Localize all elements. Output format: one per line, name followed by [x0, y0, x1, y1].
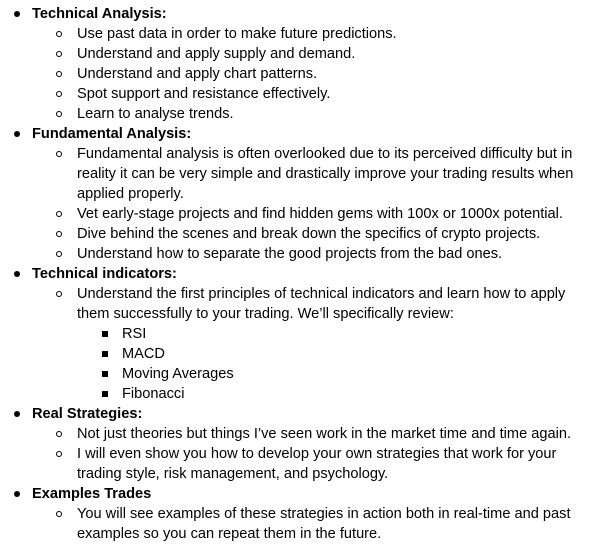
section-heading: Examples Trades — [32, 486, 152, 502]
section-bullet-icon — [7, 4, 27, 24]
list-bullet-icon — [49, 444, 69, 464]
list-bullet-icon — [49, 204, 69, 224]
sublist-bullet-icon — [95, 364, 115, 384]
list-item: Dive behind the scenes and break down the specifics of crypto projects. — [77, 226, 541, 242]
list-bullet-icon — [49, 244, 69, 264]
sublist-item: Fibonacci — [122, 386, 185, 402]
list-item: Understand and apply supply and demand. — [77, 46, 356, 62]
sublist-item: Moving Averages — [122, 366, 234, 382]
list-bullet-icon — [49, 64, 69, 84]
list-item-line: applied properly. — [77, 186, 184, 202]
sublist-item: RSI — [122, 326, 147, 342]
list-bullet-icon — [49, 504, 69, 524]
list-item-line: Fundamental analysis is often overlooked due to its perceived difficulty but in — [77, 146, 573, 162]
list-item-line: trading style, risk management, and psychology. — [77, 466, 389, 482]
section-heading: Technical Analysis: — [32, 6, 167, 22]
section-heading: Technical indicators: — [32, 266, 177, 282]
list-item-line: them successfully to your trading. We’ll specifically review: — [77, 306, 454, 322]
list-item: Vet early-stage projects and find hidden gems with 100x or 1000x potential. — [77, 206, 563, 222]
section-heading: Fundamental Analysis: — [32, 126, 192, 142]
sublist-item: MACD — [122, 346, 165, 362]
list-item: Learn to analyse trends. — [77, 106, 234, 122]
list-item-line: examples so you can repeat them in the future. — [77, 526, 382, 542]
section-heading: Real Strategies: — [32, 406, 143, 422]
list-bullet-icon — [49, 284, 69, 304]
list-bullet-icon — [49, 424, 69, 444]
list-item-line: Understand the first principles of technical indicators and learn how to apply — [77, 286, 566, 302]
list-bullet-icon — [49, 104, 69, 124]
list-item: Use past data in order to make future predictions. — [77, 26, 397, 42]
section-bullet-icon — [7, 484, 27, 504]
list-bullet-icon — [49, 24, 69, 44]
section-bullet-icon — [7, 404, 27, 424]
list-item-line: reality it can be very simple and drastically improve your trading results when — [77, 166, 574, 182]
sublist-bullet-icon — [95, 384, 115, 404]
section-bullet-icon — [7, 124, 27, 144]
list-item: Not just theories but things I’ve seen work in the market time and time again. — [77, 426, 571, 442]
list-item: Understand how to separate the good projects from the bad ones. — [77, 246, 503, 262]
list-bullet-icon — [49, 84, 69, 104]
section-bullet-icon — [7, 264, 27, 284]
list-bullet-icon — [49, 224, 69, 244]
sublist-bullet-icon — [95, 324, 115, 344]
list-bullet-icon — [49, 144, 69, 164]
list-bullet-icon — [49, 44, 69, 64]
list-item: Understand and apply chart patterns. — [77, 66, 318, 82]
sublist-bullet-icon — [95, 344, 115, 364]
list-item: Spot support and resistance effectively. — [77, 86, 331, 102]
list-item-line: You will see examples of these strategies in action both in real-time and past — [77, 506, 571, 522]
list-item-line: I will even show you how to develop your own strategies that work for your — [77, 446, 557, 462]
